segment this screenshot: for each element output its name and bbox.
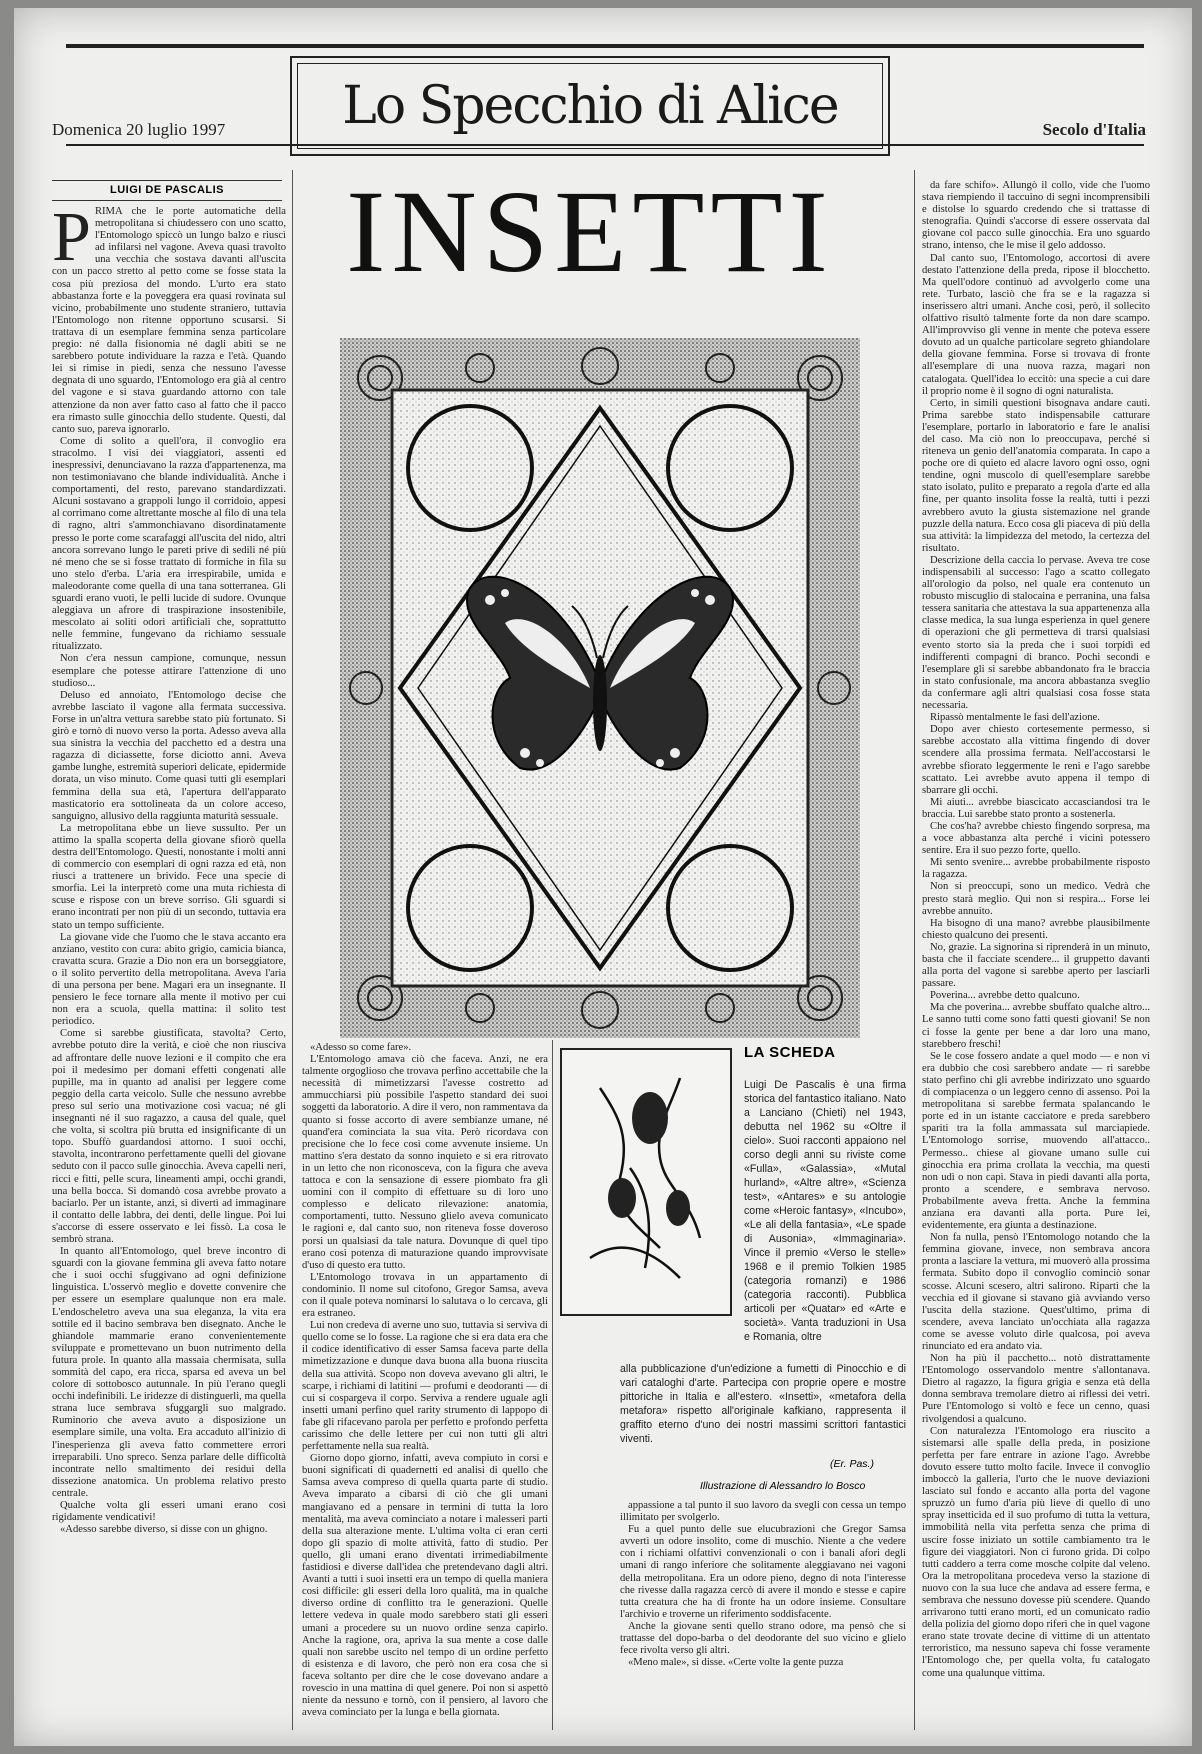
article-paragraph: Non ha più il pacchetto... notò distrattamente l'Entomologo osservandolo mentre s'allontanava. Dietro al ragazzo, la figura grigia e senza età della donna sembrava tremolare dietro ai riflessi dei vetri. Pure l'Entomologo si voltò e fece un cenno, quasi rivolgendosi a qualcuno. [922, 1353, 1150, 1425]
article-paragraph: Ha bisogno di una mano? avrebbe plausibilmente chiesto qualcuno dei presenti. [922, 917, 1150, 941]
article-paragraph: da fare schifo». Allungò il collo, vide che l'uomo stava riempiendo il taccuino di segni incomprensibili e distolse lo sguardo credendo che si trattasse di stenografia. Quindi s'accorse di essere osservata dal giovane col pacco sulle ginocchia. Era uno sguardo strano, intenso, che le mise il gelo addosso. [922, 180, 1150, 252]
article-paragraph: Lui non credeva di averne uno suo, tuttavia si serviva di quello come se lo fosse. La ragione che si era data era che il codice identificativo di esser Samsa faceva parte della mimetizzazione e dunque dava buona alla buona riuscita della sua attività. Scopo non doveva avevano gli altri, le scarpe, i richiami di latitini — profumi e deodoranti — di cui si cospargeva il corpo. Serviva a rendere uguale agli insetti umani perfino quel rarity strumento di lappopo di fabe gli rifacevano parola per perfetto e profondo perfetta carissimo che delle lettere per cui non tutti gli altri perfettamente nella sua realtà. [302, 1320, 548, 1453]
article-column-3 [620, 1500, 906, 1732]
article-paragraph: Certo, in simili questioni bisognava andare cauti. Prima sarebbe stato indispensabile catturare l'esemplare, portarlo in laboratorio e fare le analisi del caso. Ma ciò non lo preoccupava, perché si riteneva un genio dell'anatomia comparata. In capo a poche ore di quieto ed alacre lavoro ogni osso, ogni tendine, ogni muscolo di quell'esemplare sarebbe stato isolato, pulito e preparato a regola d'arte ed alla fine, per quanto insolita fosse la realtà, tutti i pezzi avrebbero avuto la giusta sistemazione nel grande puzzle della natura. Ecco cosa gli piaceva di più della sua attività: la limpidezza del metodo, la certezza del risultato. [922, 397, 1150, 554]
article-column-4 [922, 180, 1150, 1732]
article-paragraph: Non fa nulla, pensò l'Entomologo notando che la femmina giovane, invece, non sembrava ancora pronta a lasciare la vettura, mi muoverò alla prossima fermata. Subito dopo il convoglio cominciò sonar scosse. Alcuni scesero, altri salirono. Ripartì che la vecchia ed il giovane si stavano già avviando verso l'uscita della stazione. Quest'ultimo, prima di scendere, aveva lanciato un'occhiata alla ragazza come se avesse voluto dirle qualcosa, poi aveva rinunciato ed era andato via. [922, 1232, 1150, 1352]
drop-cap: P [52, 206, 91, 276]
article-paragraph: «Meno male», si disse. «Certe volte la gente puzza [628, 1657, 844, 1669]
article-paragraph: Mi sento svenire... avrebbe probabilmente risposto la ragazza. [922, 857, 1150, 881]
scheda-text-narrow: Luigi De Pascalis è una firma storica del fantastico italiano. Nato a Lanciano (Chieti) nel 1943, debutta nel 1962 su «Oltre il cielo». Suoi racconti appaiono nel corso degli anni su riviste come «Fulla», «Galassia», «Mutal hurland», «Altre altre», «Scienza test», «Antares» e su antologie come «Heroic fantasy», «Incubo», «Le ali della fantasia», «Le spade di Ausonia», «Immaginaria». Vince il premio «Verso le stelle» 1968 e il premio Tolkien 1985 (categoria romanzi) e 1986 (categoria racconti). Pubblica articoli per «Quatar» ed «Arte e società». Vanta traduzioni in Usa e Romania, oltre [744, 1079, 906, 1343]
byline-rule-top [52, 180, 282, 181]
scheda-text-wide: alla pubblicazione d'un'edizione a fumetti di Pinocchio e di vari cataloghi d'arte. Partecipa con proprie opere e mostre pittoriche in Italia e all'estero. «Insetti», «metafora della metafora» rispetto all'originale kafkiano, rappresenta il graffito eterno d'uno dei nostri massimi scrittori fantastici viventi. [620, 1363, 906, 1445]
article-paragraph: L'Entomologo amava ciò che faceva. Anzi, ne era talmente orgoglioso che trovava perfino accettabile che la necessità di mimetizzarsi l'avesse costretto ad ammucchiarsi più possibile l'aspetto standard dei suoi soggetti da laboratorio. A dire il vero, non rammentava da quanto si fosse accorto di avere sembianze umane, né quand'era cominciata la sua vita. Però ricordava con precisione che lo fece così come avvenute insieme. Un mattino s'era destato da sonno inquieto e si era ritrovato in un letto che non riconosceva, con la figura che aveva tattoca e con la sensazione di essere piombato fra gli uomini con il compito di effettuare su di loro uno complesso e delicato rilevazione: anatomia, comportamenti, tutto. Nessuno glielo aveva comunicato le ragioni e, dal canto suo, non riteneva fosse doveroso porsi un qualsiasi da tale natura. Dovunque di quel tipo erano così potenza di maturazione quando improvvisate d'uso di questo era tutto. [302, 1054, 548, 1271]
article-paragraph: «Adesso so come fare». [310, 1042, 412, 1053]
scheda-illustration [560, 1048, 732, 1316]
article-paragraph: Anche la giovane sentì quello strano odore, ma pensò che si trattasse del dopo-barba o del deodorante del suo vicino e glielo fece rivolta verso gli altri. [620, 1620, 906, 1657]
paper-name: Secolo d'Italia [1042, 120, 1146, 139]
butterfly-illustration [340, 338, 860, 1038]
article-paragraph: Fu a quel punto delle sue elucubrazioni che Gregor Samsa avvertì un odore insolito, come di muschio. Niente a che vedere con i richiami olfattivi convenzionali o con i banali afori degli umani di rango inferiore che solitamente aleggiavano nei vagoni della metropolitana. Era un odore pieno, degno di nota l'interesse che rivesse dalla ragazza cercò di avere il mondo e stesse e capire tutta creatura che ha di fronte ha un odore insieme. Consultare l'archivio e troverne un riferimento soddisfacente. [620, 1524, 906, 1620]
article-column-1 [52, 206, 286, 1736]
article-paragraph: La metropolitana ebbe un lieve sussulto. Per un attimo la spalla scoperta della giovane sfiorò quella destra dell'Entomologo. Questi, nonostante i molti anni di commercio con esemplari di ogni razza ed età, non riuscì a trattenere un brivido. Fece una specie di smorfia. Lei la interpretò come una muta richiesta di scuse e rispose con un breve sorriso. Gli sguardi si erano incontrati per non più di un secondo, tuttavia era stato un tempo sufficiente. [52, 822, 286, 931]
article-paragraph: L'Entomologo trovava in un appartamento di condominio. Il nome sul citofono, Gregor Samsa, aveva con il quale poteva nominarsi lo salutava o lo cercava, gli era estraneo. [302, 1271, 548, 1320]
column-rule-1 [292, 170, 293, 1730]
article-paragraph: Con naturalezza l'Entomologo era riuscito a sistemarsi alle spalle della preda, in posizione perfetta per fare entrare in azione l'ago. Avrebbe dovuto essere tutto molto facile. Invece il convoglio imboccò la galleria, l'urto che le nuove deviazioni lasciato sul fondo e accanto alla porta del vagone spruzzò un fumo d'aria più lieve di quello di uno spray insetticida ed il suo profumo di tutta la vettura, immobilità nella vita perfetta senza che prima di uscire fosse iniziato un sottile cambiamento tra le figure dei viaggiatori. Non ci furono grida. Di colpo tutti caddero a terra come mosche colpite dal veleno. Ora la metropolitana procedeva verso la stazione di nuovo con la sua luce che andava ad essere ferma, e sembrava che nessuno dovesse più scendere. Quando arrivarono tutti erano morti, ed un comunicato radio della polizia del giorno dopo riferì che in quel vagone erano state trovate decine di vittime di un attentato terroristico, ma nessuno sapeva chi fosse veramente l'Entomologo che, per quella volta, fu catalogato come una qualunque vittima. [922, 1425, 1150, 1679]
article-paragraph: No, grazie. La signorina si riprenderà in un minuto, basta che il facciate scendere... il gruppetto davanti alla porta del vagone si sarebbe aperto per lasciarli passare. [922, 941, 1150, 990]
article-paragraph: Dal canto suo, l'Entomologo, accortosi di avere destato l'attenzione della preda, ripose il blocchetto. Ma quell'odore continuò ad avvolgerlo come una rete. Turbato, lasciò che fra se e la ragazza si inserissero altri umani. Anche così, però, il sollecito olfattivo risultò talmente forte da non dare scampo. All'improvviso gli venne in mente che poteva essere dovuto ad un qualche particolare segreto ghiandolare della giovane femmina. Forse si trovava di fronte all'esemplare di una nuova razza, magari non catalogata. Quell'idea lo eccitò: una specie a cui dare il proprio nome è il sogno di ogni naturalista. [922, 252, 1150, 397]
article-paragraph: «Adesso sarebbe diverso, si disse con un ghigno. [60, 1524, 268, 1536]
article-paragraph: In quanto all'Entomologo, quel breve incontro di sguardi con la giovane femmina gli aveva fatto notare che i suoi occhi sfuggivano ad ogni definizione linguistica. L'osservò meglio e dovette convenire che per essere un esemplare qualunque non era male. L'endoscheletro aveva una sua eleganza, la vita era sottile ed il bacino sembrava ben disegnato. Anche le ghiandole mammarie erano convenientemente sviluppate e promettevano un buon nutrimento della futura prole. In quanto alla massaia chermisata, sulla sommità del capo, era ricca, sparsa ed aveva un bel colore di sottobosco autunnale. In più l'erano quegli occhi indefinibili. Le iridezze di distinguerli, ma quella strana luce sembrava sfuggargli suo malgrado. Ruminorio che aveva avuto a disposizione un esemplare simile, una volta. Era accaduto all'inizio di l'inesperienza gli aveva fatto commettere errori irreparabili. Uno spreco. Senza parlare delle difficoltà incontrate nello smaltimento dei residui della dissezione anatomica. Un problema relativo presto centrale. [52, 1246, 286, 1499]
masthead-title: Lo Specchio di Alice [342, 76, 838, 136]
article-paragraph: Poverina... avrebbe detto qualcuno. [930, 990, 1080, 1002]
byline-rule-bottom [52, 200, 282, 201]
article-paragraph: Giorno dopo giorno, infatti, aveva compiuto in corsi e buoni significati di quadernetti ed analisi di quello che Samsa aveva compreso di quella quarta parte di studio. Aveva imparato a cibarsi di ciò che gli umani mangiavano ed a pensare in termini di tutta la loro mentalità, ma aveva cominciato a notare i malesseri parti della sua alterazione mente. L'ultima volta ci eran certi dopo gli spazio di molte attività, fatto di studio. Per quello, gli umani erano diventati irrimediabilmente fastidiosi e diverse dall'idea che pretendevano dagli altri. Avanti a tutti i suoi insetti era un tempo di quella maniera cosi difficile: gli esseri della loro qualità, ma in qualche diverso ordine di conflitto tra le generazioni. Quelle lettere vedeva in quale modo sarebbero stati gli esseri umani a procedere su un nuovo ordine senza capirlo. Anche la ragione, ora, apriva la sua mente a cose dalle quali non sarebbe uscito nel tempo di un ordine perfetto di esistenza e di lavoro, che però non era cosa che si faceva soltanto per dire che le cose dovevano andare a rovescio in una mattina di quel genere. Poi non si aspettò niente da nessuno e tornò, con il pensiero, al lavoro che aveva cominciato per la lunga e bella giornata. [302, 1453, 548, 1719]
article-title: INSETTI [346, 166, 834, 297]
byline: LUIGI DE PASCALIS [109, 184, 225, 196]
column-rule-3 [914, 170, 915, 1730]
article-paragraph: Dopo aver chiesto cortesemente permesso, si sarebbe accostato alla vittima fingendo di dover scendere alla prossima fermata. Nell'accostarsi le avrebbe sfiorato leggermente le reni e l'ago sarebbe scattato. Lei avrebbe avuto appena il tempo di sbarrare gli occhi. [922, 724, 1150, 796]
article-paragraph: Descrizione della caccia lo pervase. Aveva tre cose indispensabili al successo: l'ago a scatto collegato all'orologio da polso, nel quale era contenuto un robusto miscuglio di stalocaina e perranina, una falsa tessera sanitaria che attestava la sua appartenenza alla classe medica, la sua lunga esperienza in quel genere di operazioni che gli permetteva di trarsi qualsiasi evento storto sia la preda che i suoi torpidi ed indifferenti compagni di branco. Pochi secondi e l'esemplare gli si sarebbe abbandonato fra le braccia in stato confusionale, ma ancora abbastanza sveglio da confermare agli altri qualsiasi cosa fosse stata necessaria. [922, 554, 1150, 712]
article-paragraph: Deluso ed annoiato, l'Entomologo decise che avrebbe lasciato il vagone alla fermata successiva. Forse in un'altra vettura sarebbe stato più fortunato. Si girò e tornò di nuovo verso la porta. Adesso aveva alla sua sinistra la vecchia del pacchetto ed a destra una ragazza di diciassette, forse diciotto anni. Aveva gambe lunghe, estremità superiori delicate, epidermide dorata, un viso minuto. Come quasi tutti gli esemplari femmina della sua età, l'apertura dell'apparato masticatorio era sottolineata da un colore acceso, sanguigno, allusivo della raggiunta maturità sessuale. [52, 689, 286, 822]
article-paragraph: Non c'era nessun campione, comunque, nessun esemplare che potesse attirare l'attenzione di uno studioso... [52, 653, 286, 689]
article-paragraph: Ripassò mentalmente le fasi dell'azione. [930, 712, 1100, 724]
article-column-2 [302, 1042, 548, 1732]
dateline: Domenica 20 luglio 1997 [52, 120, 226, 139]
article-paragraph: Se le cose fossero andate a quel modo — e non vi era dubbio che così sarebbero andate — ri sarebbe stato perfino chi gli avrebbe indirizzato uno sguardo di compiacenza o un leggero cenno di assenso. Poi la metropolitana si sarebbe fermata spalancando le porte ed in un istante cacciatore e preda sarebbero spariti tra la folla ammassata sul marciapiede. L'Entomologo sorrise, muovendo all'attacco.. Permesso.. chiese al giovane umano sulle cui ginocchia era prima crollata la vecchia, ma questi non udì o non capì. Stava in piedi davanti alla porta, pronto a scendere, e sembrava nervoso. Probabilmente aveva fretta. Anche la femmina anziana era davanti alla porta. Pure lei, evidentemente, era giunta a destinazione. [922, 1050, 1150, 1232]
top-rule [66, 44, 1144, 48]
article-paragraph: Come si sarebbe giustificata, stavolta? Certo, avrebbe potuto dire la verità, e cioè che non riusciva ad affrontare delle nuove lezioni e il compito che era poi il medesimo per domani effetti congenati alle pupille, ma in quanto ad analisi per leggere come peggio della carta veicolo. Sulle che nessuno avrebbe preso sul serio una motivazione così vacua; né gli insegnanti né il suo ragazzo, a causa del quale, quel che volta, si scoltra più brutta ed insignificante di un topo. Sbuffò guardandosi attorno. I suoi occhi, stavolta, incontrarono perfettamente quelli del giovane seduto con il pacco sulle ginocchia. Aveva capelli neri, ricci e fitti, pelle scura, lineamenti ampi, occhi grandi, una bella bocca. Si domandò cosa avrebbe provato a baciarlo. Per un istante, anzi, si divertì ad immaginare il contatto delle labbra, dei denti, delle lingue. Poi lui s'accorse di essere osservato e lei fissò. La cosa le sembrò strana. [52, 1028, 286, 1245]
scheda-signature: (Er. Pas.) [830, 1458, 874, 1470]
article-paragraph: Non si preoccupi, sono un medico. Vedrà che presto starà meglio. Qui non si respira... Forse lei avrebbe annuito. [922, 881, 1150, 917]
article-paragraph: Qualche volta gli esseri umani erano così rigidamente vendicativi! [52, 1500, 286, 1524]
article-paragraph: Come di solito a quell'ora, il convoglio era stracolmo. I visi dei viaggiatori, assenti ed inespressivi, denunciavano la razza d'appartenenza, ma non testimoniavano che blande individualità. Anche i comportamenti, del resto, parevano standardizzati. Alcuni sostavano a grappoli lungo il corridoio, appesi al corrimano come altrettante mosche al filo di una tela di ragno, altri s'ammonchiavano disordinatamente presso le porte come scarafaggi all'uscita del nido, altri ancora sorrevano lungo le pareti prive di sedili né più né meno che se si fosse trattato di formiche in fila su uno stelo d'erba. L'aria era irrespirabile, umida e maleodorante come quella di una tana sotterranea. Gli sguardi erano vuoti, le pelli lucide di sudore. Ovunque aleggiava un afrore di traspirazione insostenibile, mescolato ai soliti odori artificiali che, soprattutto nelle femmine, fungevano da richiamo sessuale ritualizzato. [52, 435, 286, 653]
article-paragraph: Mi aiuti... avrebbe biascicato accasciandosi tra le braccia. Lui sarebbe stato pronto a sostenerla. [922, 796, 1150, 820]
masthead-frame [297, 63, 883, 149]
article-paragraph: appassione a tal punto il suo lavoro da svegli con cessa un tempo illimitato per svolgerlo. [620, 1500, 906, 1524]
scheda-credit: Illustrazione di Alessandro lo Bosco [700, 1480, 866, 1492]
masthead [290, 56, 890, 156]
article-paragraph: Che cos'ha? avrebbe chiesto fingendo sorpresa, ma a voce abbastanza alta perché i vicini potessero sentire. Era il suo pezzo forte, quello. [922, 820, 1150, 857]
article-paragraph: Ma che poverina... avrebbe sbuffato qualche altro... Le sanno tutti come sono fatti questi giovani! Se non ci fosse la gente per bene a dar loro una mano, starebbero freschi! [922, 1002, 1150, 1050]
column-rule-2 [552, 1040, 553, 1730]
article-paragraph: RIMA che le porte automatiche della metropolitana si chiudessero con uno scatto, l'Entomologo spiccò un lungo balzo e riuscì ad infilarsi nel vagone. Aveva quasi travolto una vecchia che sostava davanti all'uscita con un pacco stretto al petto come se fosse stata la cosa più preziosa del mondo. L'urto era stato abbastanza forte e la poveggera era quasi rovinata sul vicino, probabilmente uno studente straniero, tuttavia l'Entomologo non ritenne opportuno scusarsi. Si trattava di un esemplare femmina senza particolare pregio: né dalla fisionomia né dagli abiti se ne sarebbero potute individuare la razza e l'età. Quando lei si rimise in piedi, senza che nessuno l'avesse degnata di uno sguardo, l'Entomologo era già al centro del vagone e si stava guardando attorno con tale attenzione da non aver fatto caso al fatto che il pacco era rimasto sulle ginocchia dello studente. Questi, dal canto suo, pareva ignorarlo. [52, 206, 286, 435]
scheda-title: LA SCHEDA [744, 1044, 836, 1061]
article-paragraph: La giovane vide che l'uomo che le stava accanto era anziano, vestito con cura: abito grigio, camicia bianca, cravatta scura. Grazie a Dio non era un borseggiatore, o il solito pervertito della metropolitana. Aveva l'aria di una persona per bene. Magari era un insegnante. Il pensiero le fece tornare alla mente il motivo per cui non era a scuola, quella mattina: il solito test periodico. [52, 931, 286, 1028]
